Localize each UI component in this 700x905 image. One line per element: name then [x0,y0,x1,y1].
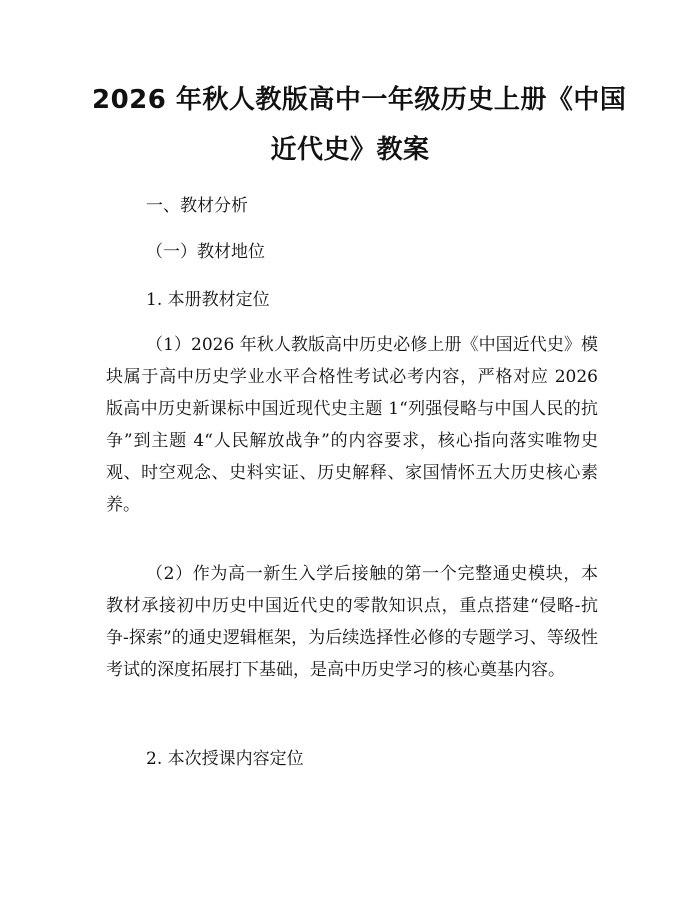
paragraph-positioning-1: （1）2026 年秋人教版高中历史必修上册《中国近代史》模块属于高中历史学业水平合格性考试必考内容，严格对应 2026 版高中历史新课标中国近现代史主题 1“列强侵略与中国人民的抗争”到主题 4“人民解放战争”的内容要求，核心指向落实唯物史观、时空观念、史料实证、历史解释、家国情怀五大历史核心素养。 [106,335,598,515]
paragraph-positioning-2: （2）作为高一新生入学后接触的第一个完整通史模块，本教材承接初中历史中国近代史的零散知识点，重点搭建“侵略-抗争-探索”的通史逻辑框架，为后续选择性必修的专题学习、等级性考试的深度拓展打下基础，是高中历史学习的核心奠基内容。 [106,564,598,680]
document-title-line-1: 2026 年秋人教版高中一年级历史上册《中国 [92,85,627,115]
section-heading-textbook-analysis: 一、教材分析 [146,196,248,216]
subsection-heading-textbook-status: （一）教材地位 [146,242,265,262]
item-heading-textbook-positioning: 1. 本册教材定位 [146,290,270,310]
document-title-line-2: 近代史》教案 [270,135,430,165]
item-heading-lesson-positioning: 2. 本次授课内容定位 [146,749,304,769]
